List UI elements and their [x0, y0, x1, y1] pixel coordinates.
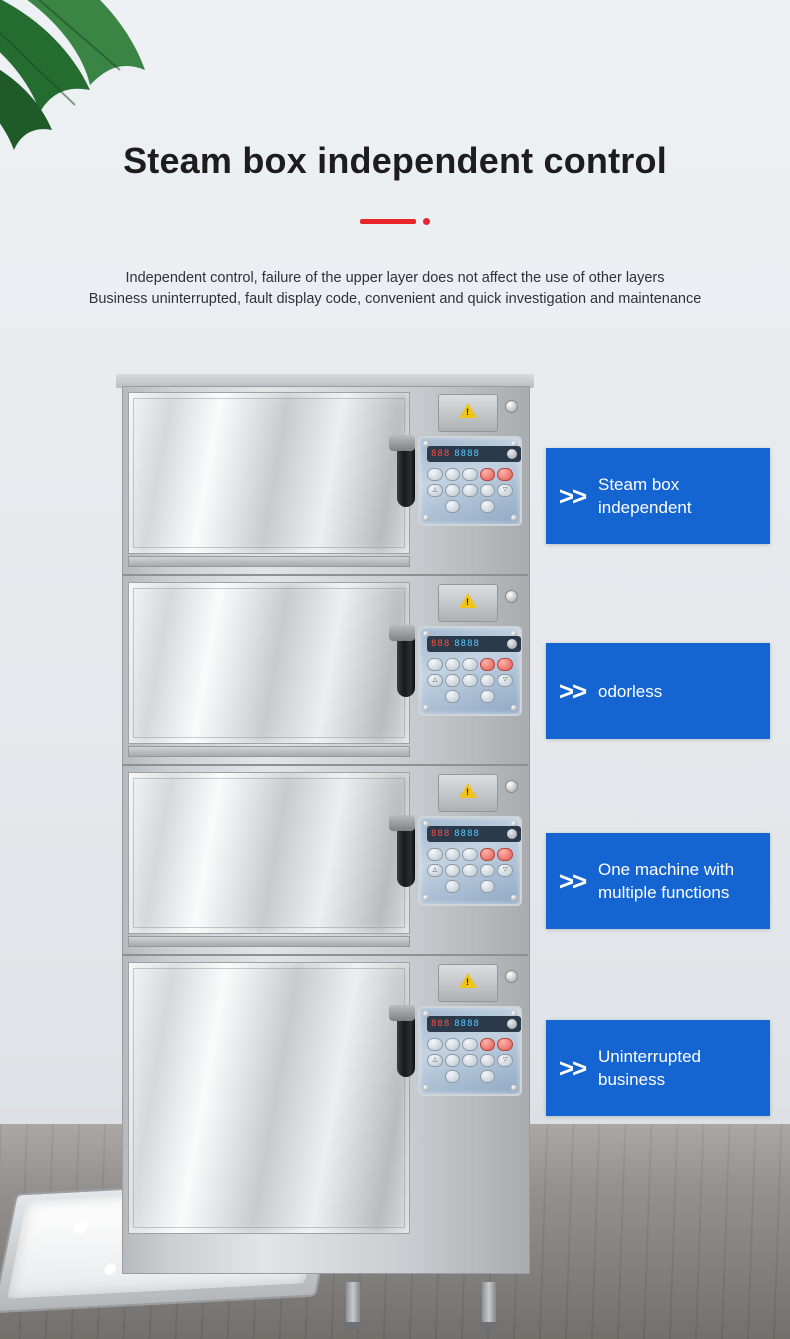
layer-1-display-right: 8888 — [454, 449, 480, 459]
keypad-button[interactable] — [462, 468, 478, 481]
keypad-button[interactable] — [462, 484, 478, 497]
keypad-button[interactable] — [427, 1038, 443, 1051]
cabinet-layer-4 — [122, 956, 528, 1256]
product-photo — [0, 330, 790, 1339]
layer-2-display — [427, 636, 521, 652]
callout-4-chevron-icon: >> — [558, 1053, 586, 1083]
keypad-button-alert[interactable] — [480, 658, 496, 671]
layer-3-display-right: 8888 — [454, 829, 480, 839]
layer-4-keypad[interactable] — [427, 1038, 513, 1083]
layer-4-door[interactable] — [128, 962, 410, 1234]
keypad-button[interactable]: △ — [427, 674, 443, 687]
layer-3-vent — [438, 774, 498, 812]
warning-triangle-icon — [459, 403, 477, 418]
layer-1-door-handle[interactable] — [397, 441, 415, 507]
callout-4-label: Uninterrupted business — [598, 1047, 702, 1089]
layer-1-control-panel[interactable] — [418, 436, 522, 526]
panel-screw-bl — [423, 515, 429, 521]
cabinet-leg-right — [482, 1282, 496, 1326]
callout-3-label: One machine with multiple functions — [598, 860, 735, 902]
layer-1-keypad[interactable] — [427, 468, 513, 513]
keypad-button[interactable] — [427, 468, 443, 481]
layer-3-shelf — [128, 936, 410, 947]
keypad-button[interactable] — [427, 658, 443, 671]
keypad-button[interactable] — [445, 848, 461, 861]
keypad-button[interactable] — [445, 880, 461, 893]
page-title: Steam box independent control — [123, 140, 667, 181]
layer-2-keypad[interactable] — [427, 658, 513, 703]
keypad-button-alert[interactable] — [480, 1038, 496, 1051]
layer-3-keypad[interactable] — [427, 848, 513, 893]
keypad-button[interactable] — [445, 1038, 461, 1051]
layer-3-door[interactable] — [128, 772, 410, 934]
callout-2[interactable] — [546, 643, 770, 739]
layer-3-screw — [505, 780, 518, 793]
keypad-button[interactable] — [445, 484, 461, 497]
rule-bar — [360, 219, 416, 224]
keypad-button[interactable] — [462, 864, 478, 877]
keypad-button[interactable] — [445, 674, 461, 687]
keypad-button[interactable] — [445, 1054, 461, 1067]
layer-2-display-knob[interactable] — [507, 639, 517, 649]
panel-screw-br — [511, 1085, 517, 1091]
panel-screw-br — [511, 705, 517, 711]
layer-3-door-handle[interactable] — [397, 821, 415, 887]
keypad-button[interactable]: ▽ — [497, 674, 513, 687]
subtitle-line-1: Independent control, failure of the upper layer does not affect the use of other layers — [125, 270, 665, 286]
steam-cabinet — [110, 374, 534, 1284]
cabinet-layer-1 — [122, 386, 528, 576]
keypad-button[interactable]: △ — [427, 484, 443, 497]
panel-screw-bl — [423, 705, 429, 711]
keypad-button[interactable] — [427, 848, 443, 861]
callout-2-label: odorless — [598, 681, 663, 701]
layer-3-display-knob[interactable] — [507, 829, 517, 839]
cabinet-layer-3 — [122, 766, 528, 956]
keypad-button[interactable] — [462, 848, 478, 861]
keypad-button-alert[interactable] — [497, 658, 513, 671]
layer-2-display-left: 888 — [431, 639, 451, 649]
keypad-button[interactable] — [480, 500, 496, 513]
panel-screw-br — [511, 515, 517, 521]
keypad-button[interactable] — [462, 658, 478, 671]
layer-2-shelf — [128, 746, 410, 757]
layer-4-display-right: 8888 — [454, 1019, 480, 1029]
keypad-button[interactable] — [445, 864, 461, 877]
keypad-button-alert[interactable] — [497, 468, 513, 481]
keypad-button[interactable] — [480, 690, 496, 703]
layer-3-display-left: 888 — [431, 829, 451, 839]
warning-triangle-icon — [459, 973, 477, 988]
title-underline-rule — [0, 216, 790, 226]
keypad-button[interactable] — [480, 1054, 496, 1067]
layer-4-display-knob[interactable] — [507, 1019, 517, 1029]
keypad-button[interactable] — [445, 1070, 461, 1083]
keypad-button[interactable]: ▽ — [497, 864, 513, 877]
keypad-button[interactable] — [480, 484, 496, 497]
cabinet-legs — [240, 1280, 540, 1326]
callout-1-label: Steam box independent — [598, 475, 692, 517]
layer-1-screw — [505, 400, 518, 413]
layer-2-control-panel[interactable] — [418, 626, 522, 716]
keypad-button[interactable]: ▽ — [497, 1054, 513, 1067]
callout-3[interactable] — [546, 833, 770, 929]
layer-2-display-right: 8888 — [454, 639, 480, 649]
layer-1-shelf — [128, 556, 410, 567]
layer-4-display-left: 888 — [431, 1019, 451, 1029]
keypad-button[interactable] — [445, 500, 461, 513]
keypad-button[interactable] — [480, 674, 496, 687]
callout-1-chevron-icon: >> — [558, 481, 586, 511]
cabinet-leg-left — [346, 1282, 360, 1326]
layer-4-vent — [438, 964, 498, 1002]
callout-4[interactable] — [546, 1020, 770, 1116]
keypad-button[interactable]: ▽ — [497, 484, 513, 497]
callout-3-chevron-icon: >> — [558, 866, 586, 896]
layer-3-control-panel[interactable] — [418, 816, 522, 906]
keypad-button-alert[interactable] — [480, 468, 496, 481]
layer-1-door[interactable] — [128, 392, 410, 554]
layer-1-display-left: 888 — [431, 449, 451, 459]
cabinet-foot-left — [342, 1322, 364, 1330]
panel-screw-br — [511, 895, 517, 901]
warning-triangle-icon — [459, 783, 477, 798]
layer-3-display — [427, 826, 521, 842]
keypad-button[interactable] — [480, 864, 496, 877]
keypad-button-alert[interactable] — [480, 848, 496, 861]
keypad-button-alert[interactable] — [497, 1038, 513, 1051]
keypad-button[interactable] — [462, 674, 478, 687]
panel-screw-bl — [423, 1085, 429, 1091]
layer-2-door-handle[interactable] — [397, 631, 415, 697]
keypad-button-alert[interactable] — [497, 848, 513, 861]
page-subtitle — [0, 268, 790, 310]
keypad-button[interactable] — [462, 1054, 478, 1067]
layer-4-control-panel[interactable] — [418, 1006, 522, 1096]
keypad-button[interactable] — [480, 1070, 496, 1083]
keypad-button[interactable] — [445, 468, 461, 481]
layer-1-display-knob[interactable] — [507, 449, 517, 459]
cabinet-layer-2 — [122, 576, 528, 766]
warning-triangle-icon — [459, 593, 477, 608]
layer-2-door[interactable] — [128, 582, 410, 744]
keypad-button[interactable] — [445, 658, 461, 671]
panel-screw-bl — [423, 895, 429, 901]
keypad-button[interactable]: △ — [427, 1054, 443, 1067]
keypad-button[interactable] — [462, 1038, 478, 1051]
keypad-button[interactable] — [445, 690, 461, 703]
layer-4-door-handle[interactable] — [397, 1011, 415, 1077]
callout-1[interactable] — [546, 448, 770, 544]
cabinet-foot-right — [478, 1322, 500, 1330]
keypad-button[interactable]: △ — [427, 864, 443, 877]
layer-4-display — [427, 1016, 521, 1032]
layer-2-screw — [505, 590, 518, 603]
keypad-button[interactable] — [480, 880, 496, 893]
rule-dot — [423, 218, 430, 225]
layer-4-screw — [505, 970, 518, 983]
callout-2-chevron-icon: >> — [558, 676, 586, 706]
layer-2-vent — [438, 584, 498, 622]
subtitle-line-2: Business uninterrupted, fault display code, convenient and quick investigation and maintenance — [88, 291, 702, 307]
layer-1-vent — [438, 394, 498, 432]
layer-1-display — [427, 446, 521, 462]
